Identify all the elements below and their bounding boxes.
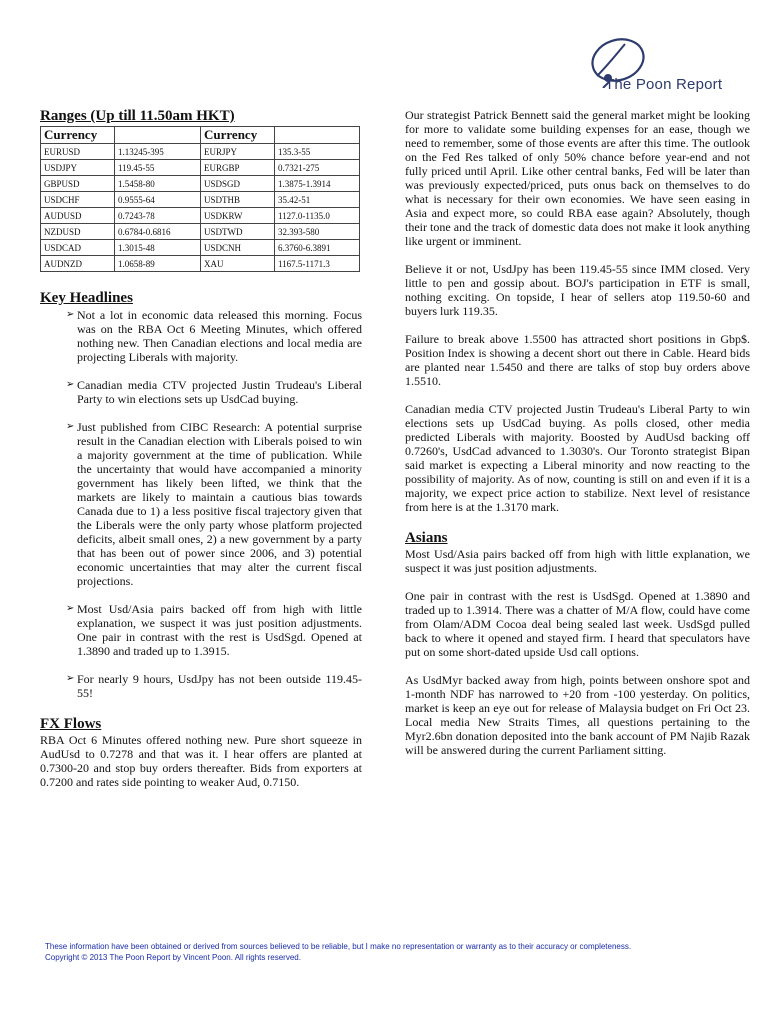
commentary-paragraph: Failure to break above 1.5500 has attracted short positions in Gbp$. Position Index is showing a decent short out there in Cable. Heard bids are planted near 1.5450 and there are talks of stop buy orders above 1.5510. <box>405 332 750 388</box>
table-cell: 0.9555-64 <box>115 192 201 208</box>
disclaimer-text: These information have been obtained or derived from sources believed to be reliable, but I make no representation or warranty as to their accuracy or completeness. <box>45 942 632 951</box>
table-row <box>41 144 360 160</box>
table-cell: 6.3760-6.3891 <box>275 240 360 256</box>
headline-text: For nearly 9 hours, UsdJpy has not been outside 119.45-55! <box>77 672 362 700</box>
table-cell: USDTWD <box>201 224 275 240</box>
list-item <box>40 308 362 364</box>
table-cell: 35.42-51 <box>275 192 360 208</box>
disclaimer <box>45 941 755 963</box>
list-item <box>40 672 362 700</box>
ranges-table <box>40 126 360 272</box>
table-cell: EURUSD <box>41 144 115 160</box>
table-cell: 32.393-580 <box>275 224 360 240</box>
logo-text: The Poon Report <box>605 76 723 93</box>
headline-text: Canadian media CTV projected Justin Trudeau's Liberal Party to win elections sets up UsdCad buying. <box>77 378 362 406</box>
table-cell: USDSGD <box>201 176 275 192</box>
table-cell: USDCNH <box>201 240 275 256</box>
table-row <box>41 160 360 176</box>
table-cell: 0.7243-78 <box>115 208 201 224</box>
table-cell: 1.13245-395 <box>115 144 201 160</box>
table-cell: NZDUSD <box>41 224 115 240</box>
fx-flows-title: FX Flows <box>40 716 102 732</box>
commentary-paragraph: Believe it or not, UsdJpy has been 119.45-55 since IMM closed. Very little to pen and gossip about. BOJ's participation in ETF is small, nothing exciting. On topside, I hear of sellers atop 119.50-60 and buyers lurk 119.35. <box>405 262 750 318</box>
arrow-bullet-icon: ➢ <box>66 603 75 614</box>
arrow-bullet-icon: ➢ <box>66 309 75 320</box>
table-cell: 0.7321-275 <box>275 160 360 176</box>
commentary-paragraph: Our strategist Patrick Bennett said the general market might be looking for more to validate some building expenses for an ease, though we need to remember, some of those events are after this time. The outlook on the Fed Res talked of only 50% chance before year-end and not fully priced until April. Like other central banks, Fed will be later than was previously expected/priced, puts onus back on themselves to do what is necessary for their own economies. We have seen easing in Asia and expect more, so could RBA ease again? Absolutely, though their tone and the track of domestic data does not make it look anything like urgent or imminent. <box>405 108 750 248</box>
table-cell: 135.3-55 <box>275 144 360 160</box>
left-column <box>40 108 362 789</box>
arrow-bullet-icon: ➢ <box>66 673 75 684</box>
table-row <box>41 208 360 224</box>
asians-paragraph: One pair in contrast with the rest is UsdSgd. Opened at 1.3890 and traded up to 1.3914. There was a chatter of M/A flow, could have come from Olam/ADM Cocoa deal being sealed last week. UsdSgd pulled back to where it opened and stayed firm. I heard that speculators have put on some short-dated upside Usd call options. <box>405 589 750 659</box>
table-cell: USDCAD <box>41 240 115 256</box>
arrow-bullet-icon: ➢ <box>66 421 75 432</box>
list-item <box>40 602 362 658</box>
header-cell: Currency <box>201 127 275 144</box>
fx-flows-text: RBA Oct 6 Minutes offered nothing new. Pure short squeeze in AudUsd to 0.7278 and that was it. I hear offers are planted at 0.7300-20 and stop buy orders thereafter. Bids from exporters at 0.7200 and rates side pointing to weaker Aud, 0.7150. <box>40 733 362 789</box>
table-row <box>41 176 360 192</box>
headlines-title: Key Headlines <box>40 290 133 306</box>
asians-title: Asians <box>405 530 448 546</box>
headline-text: Most Usd/Asia pairs backed off from high with little explanation, we suspect it was just position adjustments. One pair in contrast with the rest is UsdSgd. Opened at 1.3890 and traded up to 1.3915. <box>77 602 362 658</box>
table-cell: 1.0658-89 <box>115 256 201 272</box>
list-item <box>40 378 362 406</box>
table-cell: GBPUSD <box>41 176 115 192</box>
headlines-list <box>40 308 362 700</box>
copyright-text: Copyright © 2013 The Poon Report by Vincent Poon. All rights reserved. <box>45 953 301 962</box>
headline-text: Just published from CIBC Research: A potential surprise result in the Canadian election with Liberals poised to win a majority government at the time of publication. While the uncertainty that would have accompanied a minority government has likely been lifted, we think that the markets are likely to maintain a cautious bias towards Canada due to 1) a less positive fiscal trajectory given that the Liberals were the only party whose platform projected deficits, albeit small ones, 2) a new government by a party that has been out of power since 2006, and 3) potential economic uncertainties that may alter the current fiscal projections. <box>77 420 362 588</box>
table-cell: USDKRW <box>201 208 275 224</box>
table-cell: 1167.5-1171.3 <box>275 256 360 272</box>
ranges-header-row <box>41 127 360 144</box>
table-row <box>41 240 360 256</box>
table-row <box>41 256 360 272</box>
right-column <box>405 108 750 757</box>
ranges-title: Ranges (Up till 11.50am HKT) <box>40 108 235 124</box>
table-row <box>41 192 360 208</box>
table-cell: 1.3015-48 <box>115 240 201 256</box>
header-cell <box>275 127 360 144</box>
table-cell: USDJPY <box>41 160 115 176</box>
headline-text: Not a lot in economic data released this morning. Focus was on the RBA Oct 6 Meeting Minutes, which offered nothing new. Then Canadian elections and local media are projecting Liberals with majority. <box>77 308 362 364</box>
header-cell: Currency <box>41 127 115 144</box>
header-cell <box>115 127 201 144</box>
table-cell: 1127.0-1135.0 <box>275 208 360 224</box>
table-cell: XAU <box>201 256 275 272</box>
logo <box>585 36 768 100</box>
table-cell: 1.3875-1.3914 <box>275 176 360 192</box>
table-row <box>41 224 360 240</box>
table-cell: 119.45-55 <box>115 160 201 176</box>
table-cell: USDCHF <box>41 192 115 208</box>
list-item <box>40 420 362 588</box>
asians-paragraph: Most Usd/Asia pairs backed off from high with little explanation, we suspect it was just position adjustments. <box>405 547 750 575</box>
asians-paragraph: As UsdMyr backed away from high, points between onshore spot and 1-month NDF has narrowed to +20 from -100 yesterday. On politics, market is keep an eye out for release of Malaysia budget on Fri Oct 23. Local media New Straits Times, all questions pertaining to the Myr2.6bn donation deposited into the bank account of PM Najib Razak will be answered during the current Parliament sitting. <box>405 673 750 757</box>
commentary-paragraph: Canadian media CTV projected Justin Trudeau's Liberal Party to win elections sets up UsdCad buying. As polls closed, other media predicted Liberals with majority. Boosted by AudUsd backing off 0.7260's, UsdCad advanced to 1.3030's. Our Toronto strategist Bipan said market is expecting a Liberal minority and now reacting to the possibility of majority. As of now, counting is still on and even if it is a majority, we expect price action to stabilize. Next level of resistance from here is at the 1.3170 mark. <box>405 402 750 514</box>
table-cell: USDTHB <box>201 192 275 208</box>
table-cell: AUDNZD <box>41 256 115 272</box>
table-cell: 1.5458-80 <box>115 176 201 192</box>
arrow-bullet-icon: ➢ <box>66 379 75 390</box>
table-cell: AUDUSD <box>41 208 115 224</box>
table-cell: 0.6784-0.6816 <box>115 224 201 240</box>
table-cell: EURGBP <box>201 160 275 176</box>
table-cell: EURJPY <box>201 144 275 160</box>
